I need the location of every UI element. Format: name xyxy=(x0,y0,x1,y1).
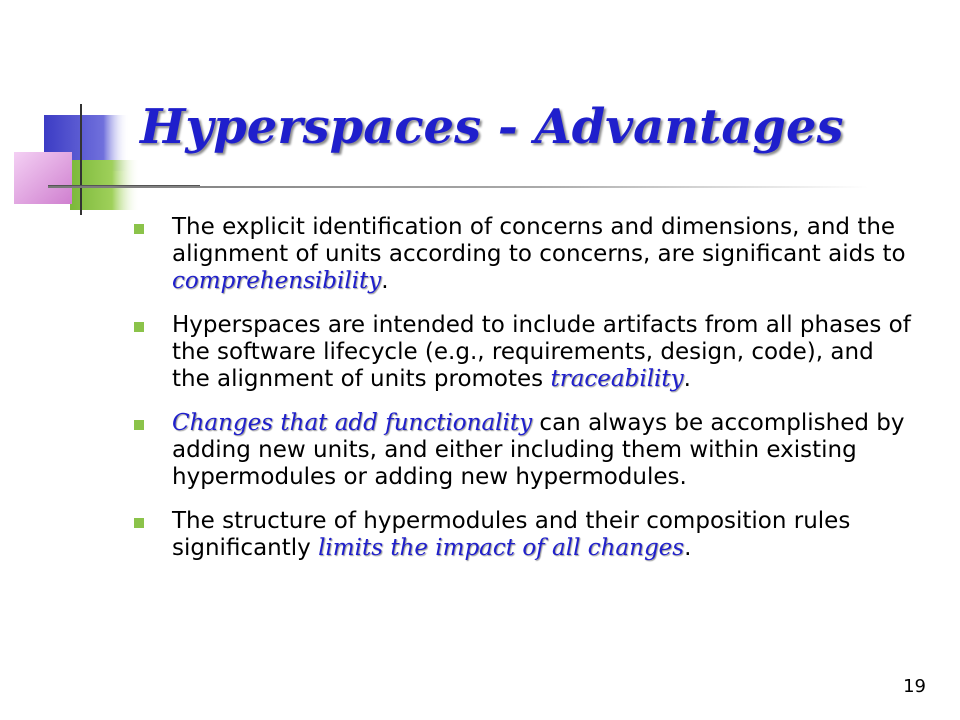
bullet-item xyxy=(132,508,912,562)
bullet-square-icon xyxy=(134,322,144,332)
bullet-item xyxy=(132,312,912,393)
bullet-square-icon xyxy=(134,420,144,430)
bullet-text-end: . xyxy=(683,366,691,392)
slide-number: 19 xyxy=(903,676,926,697)
deco-pink-square xyxy=(14,152,72,204)
bullet-emphasis: Changes that add functionality xyxy=(172,410,533,436)
bullet-text-end: can always be accomplished by adding new units, and either including them within existing hypermodules or adding new hypermodules. xyxy=(172,410,905,490)
title-divider xyxy=(48,186,868,188)
bullet-text: The explicit identification of concerns and dimensions, and the alignment of units according to concerns, are significant aids to xyxy=(172,214,906,267)
bullet-text: Hyperspaces are intended to include artifacts from all phases of the software lifecycle (e.g., requirements, design, code), and the alignment of units promotes xyxy=(172,312,911,392)
bullet-emphasis: traceability xyxy=(550,366,684,392)
bullet-square-icon xyxy=(134,224,144,234)
bullet-text: The structure of hypermodules and their composition rules significantly xyxy=(172,508,851,561)
bullet-text-end: . xyxy=(684,535,692,561)
bullet-item xyxy=(132,214,912,295)
bullet-text-end: . xyxy=(381,268,389,294)
bullet-list xyxy=(132,214,912,579)
slide-title: Hyperspaces - Advantages xyxy=(140,99,844,155)
bullet-square-icon xyxy=(134,518,144,528)
bullet-emphasis: comprehensibility xyxy=(172,268,382,294)
bullet-emphasis: limits the impact of all changes xyxy=(318,535,685,561)
bullet-item xyxy=(132,410,912,491)
